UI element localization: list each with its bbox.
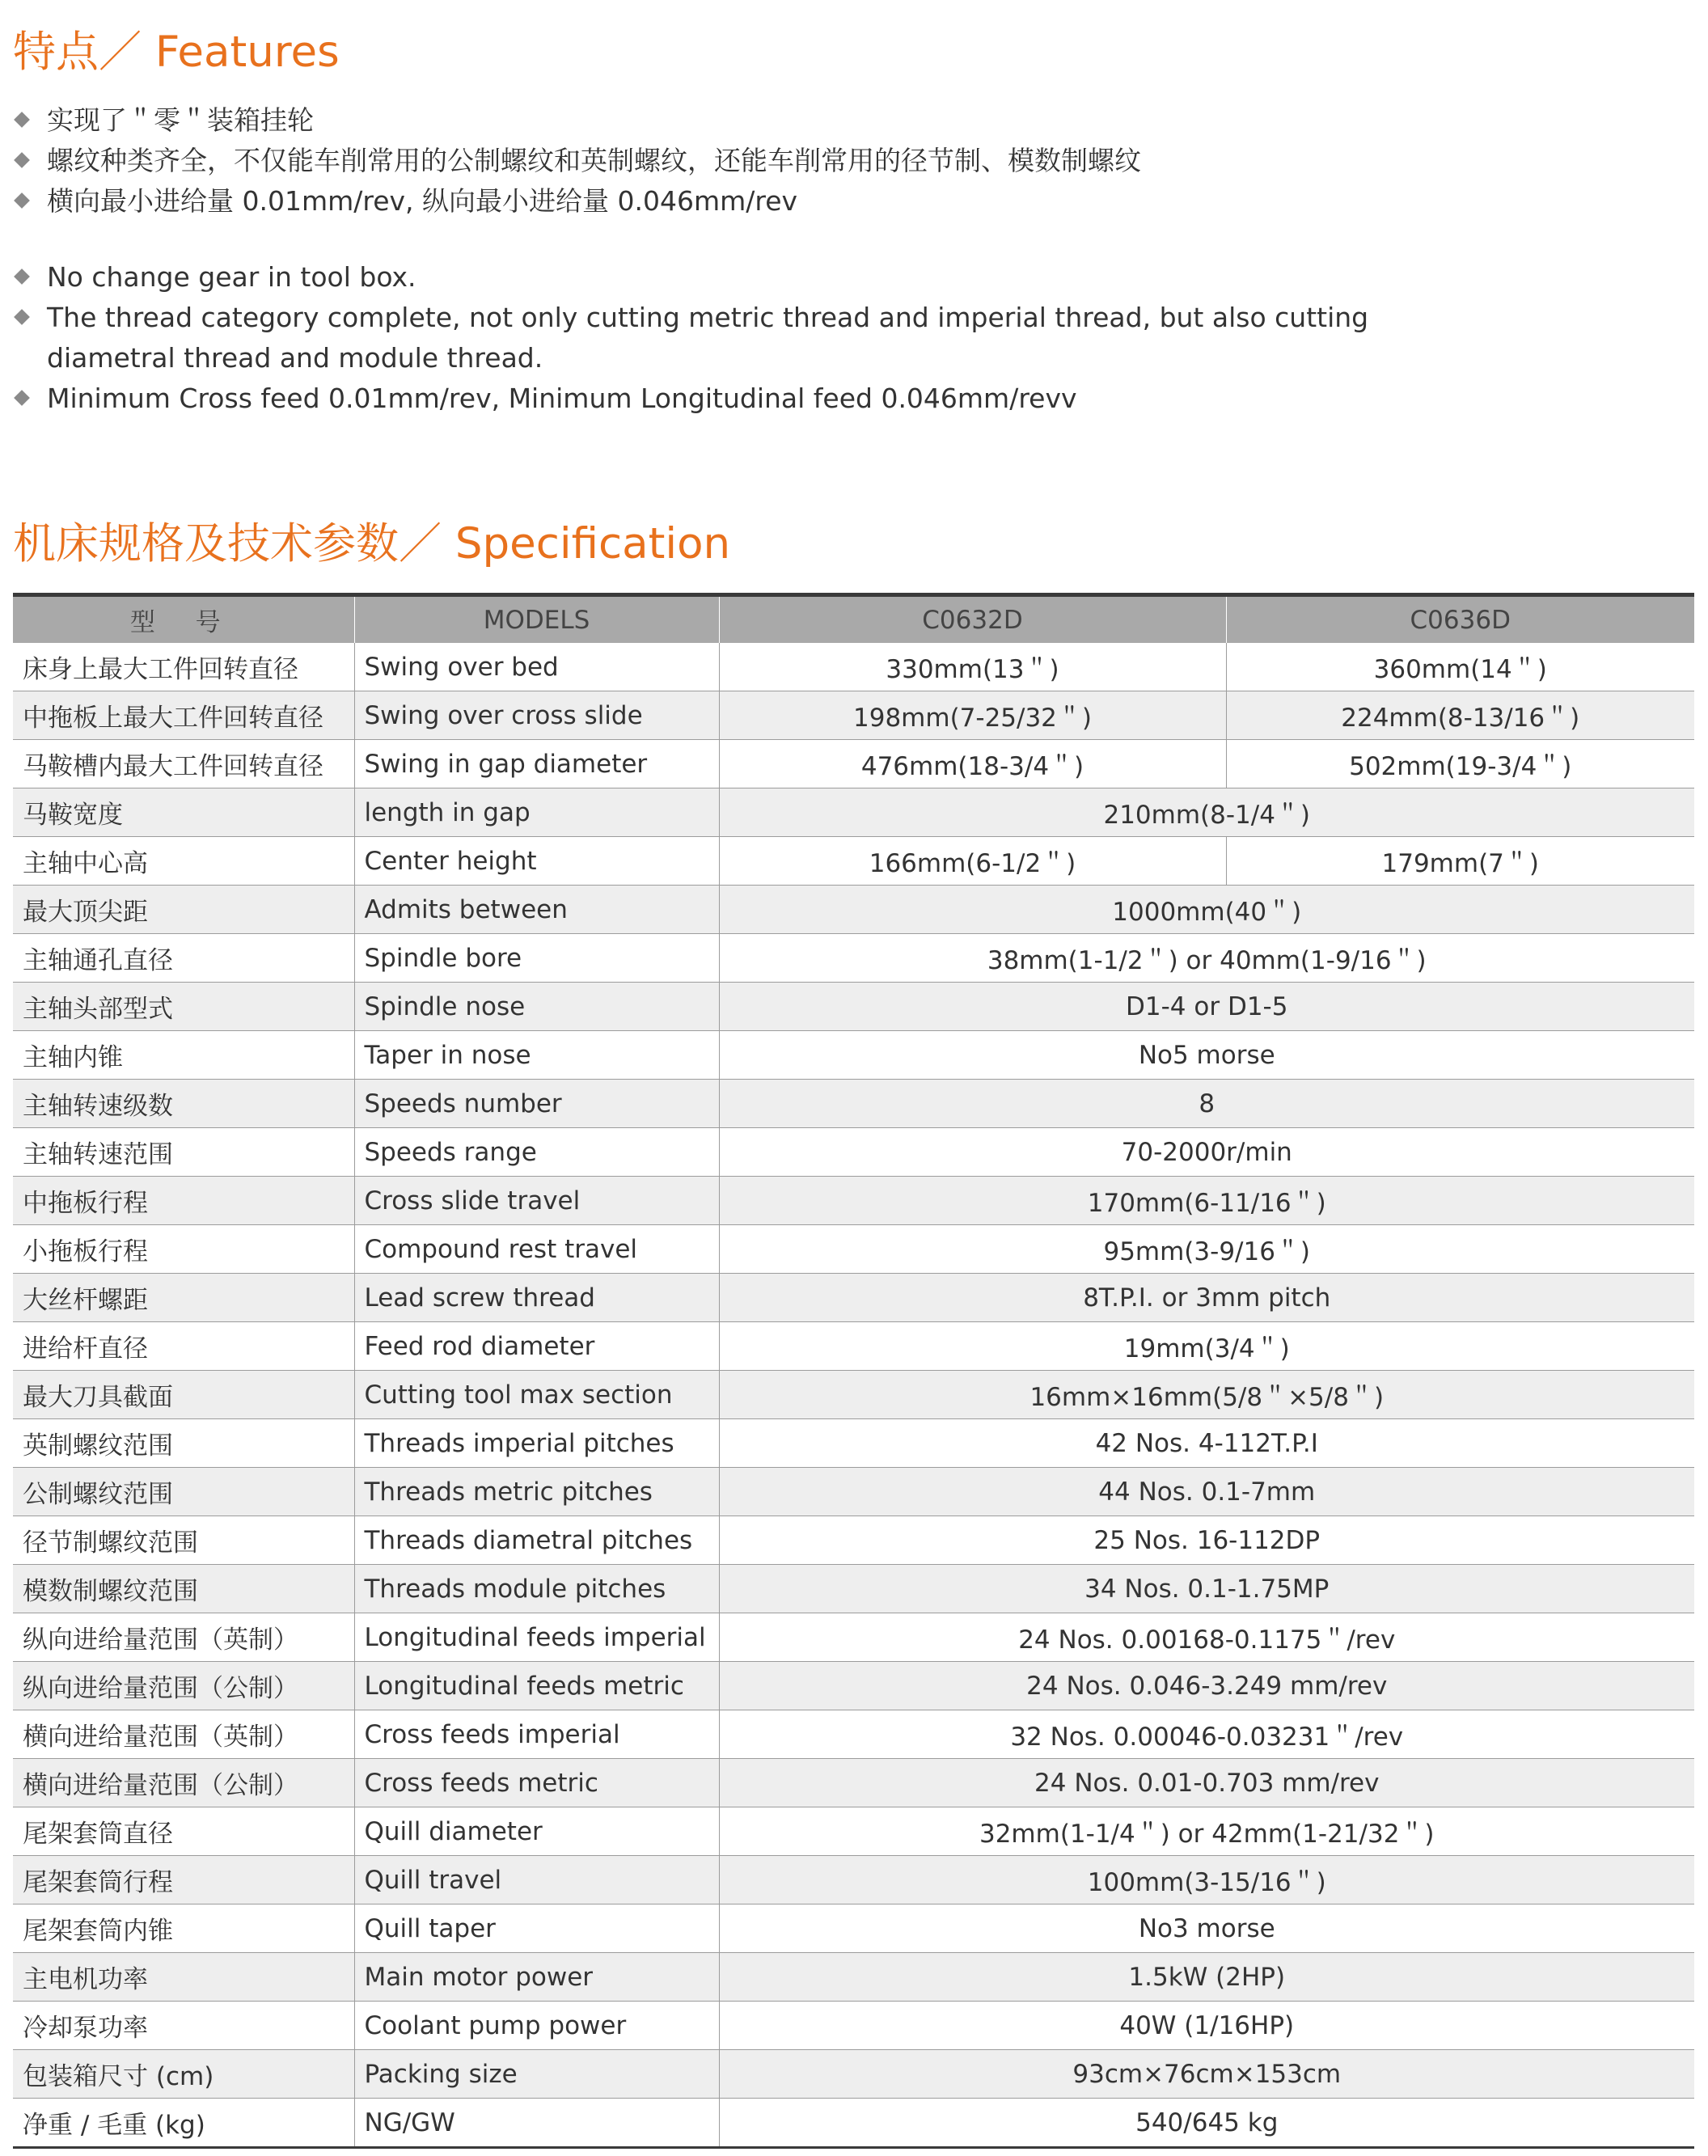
table-row xyxy=(13,1371,1694,1419)
cell-param-zh: 大丝杆螺距 xyxy=(13,1274,354,1322)
cell-value-c0636d: 502mm(19-3/4＂) xyxy=(1226,740,1694,788)
cell-value-both: 24 Nos. 0.00168-0.1175＂/rev xyxy=(719,1613,1694,1662)
cell-param-en: Spindle nose xyxy=(354,983,719,1031)
cell-value-both: 100mm(3-15/16＂) xyxy=(719,1856,1694,1904)
cell-param-zh: 模数制螺纹范围 xyxy=(13,1565,354,1613)
cell-param-en: Threads diametral pitches xyxy=(354,1516,719,1565)
table-row xyxy=(13,886,1694,934)
cell-param-zh: 横向进给量范围（英制） xyxy=(13,1710,354,1759)
header-c0636d: C0636D xyxy=(1226,595,1694,644)
cell-param-en: Compound rest travel xyxy=(354,1225,719,1274)
table-row xyxy=(13,1565,1694,1613)
table-row xyxy=(13,1128,1694,1177)
table-row xyxy=(13,934,1694,983)
cell-value-both: 32 Nos. 0.00046-0.03231＂/rev xyxy=(719,1710,1694,1759)
cell-param-zh: 主轴转速级数 xyxy=(13,1080,354,1128)
table-row xyxy=(13,1662,1694,1710)
cell-value-both: No3 morse xyxy=(719,1904,1694,1953)
cell-value-both: 1.5kW (2HP) xyxy=(719,1953,1694,2002)
cell-value-both: 8 xyxy=(719,1080,1694,1128)
cell-param-en: Spindle bore xyxy=(354,934,719,983)
cell-param-en: Swing over cross slide xyxy=(354,691,719,740)
table-row xyxy=(13,2002,1694,2050)
features-title: 特点／ Features xyxy=(13,27,340,77)
cell-param-en: Quill diameter xyxy=(354,1807,719,1856)
table-row xyxy=(13,1274,1694,1322)
cell-param-zh: 马鞍宽度 xyxy=(13,788,354,837)
cell-param-zh: 纵向进给量范围（公制） xyxy=(13,1662,354,1710)
cell-param-en: Cutting tool max section xyxy=(354,1371,719,1419)
features-list-zh xyxy=(13,100,1141,222)
cell-param-en: Taper in nose xyxy=(354,1031,719,1080)
cell-param-zh: 主轴通孔直径 xyxy=(13,934,354,983)
cell-param-zh: 主轴转速范围 xyxy=(13,1128,354,1177)
table-row xyxy=(13,1419,1694,1468)
cell-param-zh: 中拖板上最大工件回转直径 xyxy=(13,691,354,740)
cell-value-both: 19mm(3/4＂) xyxy=(719,1322,1694,1371)
cell-param-en: Speeds number xyxy=(354,1080,719,1128)
cell-value-both: D1-4 or D1-5 xyxy=(719,983,1694,1031)
cell-param-en: Main motor power xyxy=(354,1953,719,2002)
cell-value-both: 44 Nos. 0.1-7mm xyxy=(719,1468,1694,1516)
feature-text: 实现了＂零＂装箱挂轮 xyxy=(47,104,314,136)
cell-param-zh: 径节制螺纹范围 xyxy=(13,1516,354,1565)
table-row xyxy=(13,1468,1694,1516)
cell-value-both: No5 morse xyxy=(719,1031,1694,1080)
cell-value-both: 40W (1/16HP) xyxy=(719,2002,1694,2050)
table-row xyxy=(13,1807,1694,1856)
table-row xyxy=(13,983,1694,1031)
cell-param-zh: 进给杆直径 xyxy=(13,1322,354,1371)
feature-text: 螺纹种类齐全，不仅能车削常用的公制螺纹和英制螺纹，还能车削常用的径节制、模数制螺纹 xyxy=(47,145,1141,176)
cell-value-c0636d: 179mm(7＂) xyxy=(1226,837,1694,886)
cell-param-en: Swing over bed xyxy=(354,643,719,691)
table-row xyxy=(13,788,1694,837)
specification-table-body xyxy=(13,643,1694,2148)
cell-param-en: Longitudinal feeds metric xyxy=(354,1662,719,1710)
cell-param-en: Coolant pump power xyxy=(354,2002,719,2050)
table-row xyxy=(13,643,1694,691)
table-row xyxy=(13,1856,1694,1904)
feature-item-en xyxy=(13,378,1368,419)
cell-param-en: NG/GW xyxy=(354,2099,719,2148)
diamond-bullet-icon xyxy=(14,268,30,285)
header-models: MODELS xyxy=(354,595,719,644)
feature-item-zh xyxy=(13,100,1141,141)
cell-param-zh: 主轴中心高 xyxy=(13,837,354,886)
table-row xyxy=(13,1759,1694,1807)
feature-item-zh xyxy=(13,141,1141,181)
cell-param-zh: 纵向进给量范围（英制） xyxy=(13,1613,354,1662)
cell-value-c0636d: 360mm(14＂) xyxy=(1226,643,1694,691)
specification-title: 机床规格及技术参数／ Specification xyxy=(13,519,731,569)
cell-param-en: Quill taper xyxy=(354,1904,719,1953)
cell-value-both: 32mm(1-1/4＂) or 42mm(1-21/32＂) xyxy=(719,1807,1694,1856)
diamond-bullet-icon xyxy=(14,152,30,168)
table-row xyxy=(13,691,1694,740)
cell-param-zh: 公制螺纹范围 xyxy=(13,1468,354,1516)
table-row xyxy=(13,837,1694,886)
table-row xyxy=(13,1322,1694,1371)
cell-param-en: Packing size xyxy=(354,2050,719,2099)
cell-param-en: Feed rod diameter xyxy=(354,1322,719,1371)
cell-param-zh: 主轴头部型式 xyxy=(13,983,354,1031)
feature-item-en xyxy=(13,298,1368,378)
cell-param-zh: 英制螺纹范围 xyxy=(13,1419,354,1468)
cell-value-both: 95mm(3-9/16＂) xyxy=(719,1225,1694,1274)
cell-param-zh: 主轴内锥 xyxy=(13,1031,354,1080)
cell-value-both: 25 Nos. 16-112DP xyxy=(719,1516,1694,1565)
feature-item-en xyxy=(13,257,1368,298)
cell-param-zh: 最大顶尖距 xyxy=(13,886,354,934)
cell-param-zh: 净重 / 毛重 (kg) xyxy=(13,2099,354,2148)
feature-text-continued: diametral thread and module thread. xyxy=(47,342,543,374)
cell-value-both: 38mm(1-1/2＂) or 40mm(1-9/16＂) xyxy=(719,934,1694,983)
table-row xyxy=(13,2050,1694,2099)
cell-param-zh: 中拖板行程 xyxy=(13,1177,354,1225)
cell-param-en: Longitudinal feeds imperial xyxy=(354,1613,719,1662)
table-row xyxy=(13,1953,1694,2002)
cell-value-both: 24 Nos. 0.046-3.249 mm/rev xyxy=(719,1662,1694,1710)
cell-param-en: length in gap xyxy=(354,788,719,837)
cell-param-zh: 冷却泵功率 xyxy=(13,2002,354,2050)
features-list-en xyxy=(13,257,1368,419)
feature-text: No change gear in tool box. xyxy=(47,261,416,293)
cell-param-zh: 主电机功率 xyxy=(13,1953,354,2002)
table-row xyxy=(13,740,1694,788)
table-row xyxy=(13,1177,1694,1225)
cell-param-zh: 马鞍槽内最大工件回转直径 xyxy=(13,740,354,788)
table-row xyxy=(13,1613,1694,1662)
cell-param-en: Swing in gap diameter xyxy=(354,740,719,788)
table-header-row xyxy=(13,595,1694,644)
cell-value-both: 16mm×16mm(5/8＂×5/8＂) xyxy=(719,1371,1694,1419)
cell-param-en: Lead screw thread xyxy=(354,1274,719,1322)
cell-param-zh: 尾架套筒直径 xyxy=(13,1807,354,1856)
diamond-bullet-icon xyxy=(14,390,30,406)
cell-param-en: Cross slide travel xyxy=(354,1177,719,1225)
table-row xyxy=(13,1031,1694,1080)
cell-param-zh: 小拖板行程 xyxy=(13,1225,354,1274)
cell-param-en: Speeds range xyxy=(354,1128,719,1177)
table-row xyxy=(13,1904,1694,1953)
cell-param-en: Quill travel xyxy=(354,1856,719,1904)
cell-param-en: Threads metric pitches xyxy=(354,1468,719,1516)
cell-value-c0632d: 166mm(6-1/2＂) xyxy=(719,837,1226,886)
cell-param-en: Cross feeds imperial xyxy=(354,1710,719,1759)
feature-item-zh xyxy=(13,181,1141,222)
header-c0632d: C0632D xyxy=(719,595,1226,644)
cell-param-en: Admits between xyxy=(354,886,719,934)
cell-value-c0636d: 224mm(8-13/16＂) xyxy=(1226,691,1694,740)
cell-param-zh: 包装箱尺寸 (cm) xyxy=(13,2050,354,2099)
cell-value-both: 34 Nos. 0.1-1.75MP xyxy=(719,1565,1694,1613)
feature-text: The thread category complete, not only cutting metric thread and imperial thread, but also cutting xyxy=(47,302,1369,333)
cell-param-zh: 尾架套筒内锥 xyxy=(13,1904,354,1953)
diamond-bullet-icon xyxy=(14,192,30,209)
feature-text: 横向最小进给量 0.01mm/rev, 纵向最小进给量 0.046mm/rev xyxy=(47,185,798,217)
cell-value-both: 210mm(8-1/4＂) xyxy=(719,788,1694,837)
specification-table xyxy=(13,593,1694,2149)
table-row xyxy=(13,1080,1694,1128)
cell-value-both: 170mm(6-11/16＂) xyxy=(719,1177,1694,1225)
feature-text: Minimum Cross feed 0.01mm/rev, Minimum Longitudinal feed 0.046mm/revv xyxy=(47,383,1077,414)
cell-value-both: 70-2000r/min xyxy=(719,1128,1694,1177)
cell-param-en: Cross feeds metric xyxy=(354,1759,719,1807)
table-row xyxy=(13,1710,1694,1759)
cell-value-both: 1000mm(40＂) xyxy=(719,886,1694,934)
table-row xyxy=(13,1516,1694,1565)
cell-param-en: Threads module pitches xyxy=(354,1565,719,1613)
cell-value-c0632d: 476mm(18-3/4＂) xyxy=(719,740,1226,788)
cell-value-both: 8T.P.I. or 3mm pitch xyxy=(719,1274,1694,1322)
table-row xyxy=(13,2099,1694,2148)
cell-param-zh: 横向进给量范围（公制） xyxy=(13,1759,354,1807)
cell-param-zh: 最大刀具截面 xyxy=(13,1371,354,1419)
cell-value-both: 24 Nos. 0.01-0.703 mm/rev xyxy=(719,1759,1694,1807)
cell-value-c0632d: 198mm(7-25/32＂) xyxy=(719,691,1226,740)
cell-param-en: Center height xyxy=(354,837,719,886)
header-model-zh: 型 号 xyxy=(13,595,354,644)
cell-value-both: 540/645 kg xyxy=(719,2099,1694,2148)
cell-param-en: Threads imperial pitches xyxy=(354,1419,719,1468)
table-row xyxy=(13,1225,1694,1274)
cell-param-zh: 床身上最大工件回转直径 xyxy=(13,643,354,691)
diamond-bullet-icon xyxy=(14,309,30,325)
cell-param-zh: 尾架套筒行程 xyxy=(13,1856,354,1904)
cell-value-both: 93cm×76cm×153cm xyxy=(719,2050,1694,2099)
cell-value-c0632d: 330mm(13＂) xyxy=(719,643,1226,691)
diamond-bullet-icon xyxy=(14,112,30,128)
cell-value-both: 42 Nos. 4-112T.P.I xyxy=(719,1419,1694,1468)
